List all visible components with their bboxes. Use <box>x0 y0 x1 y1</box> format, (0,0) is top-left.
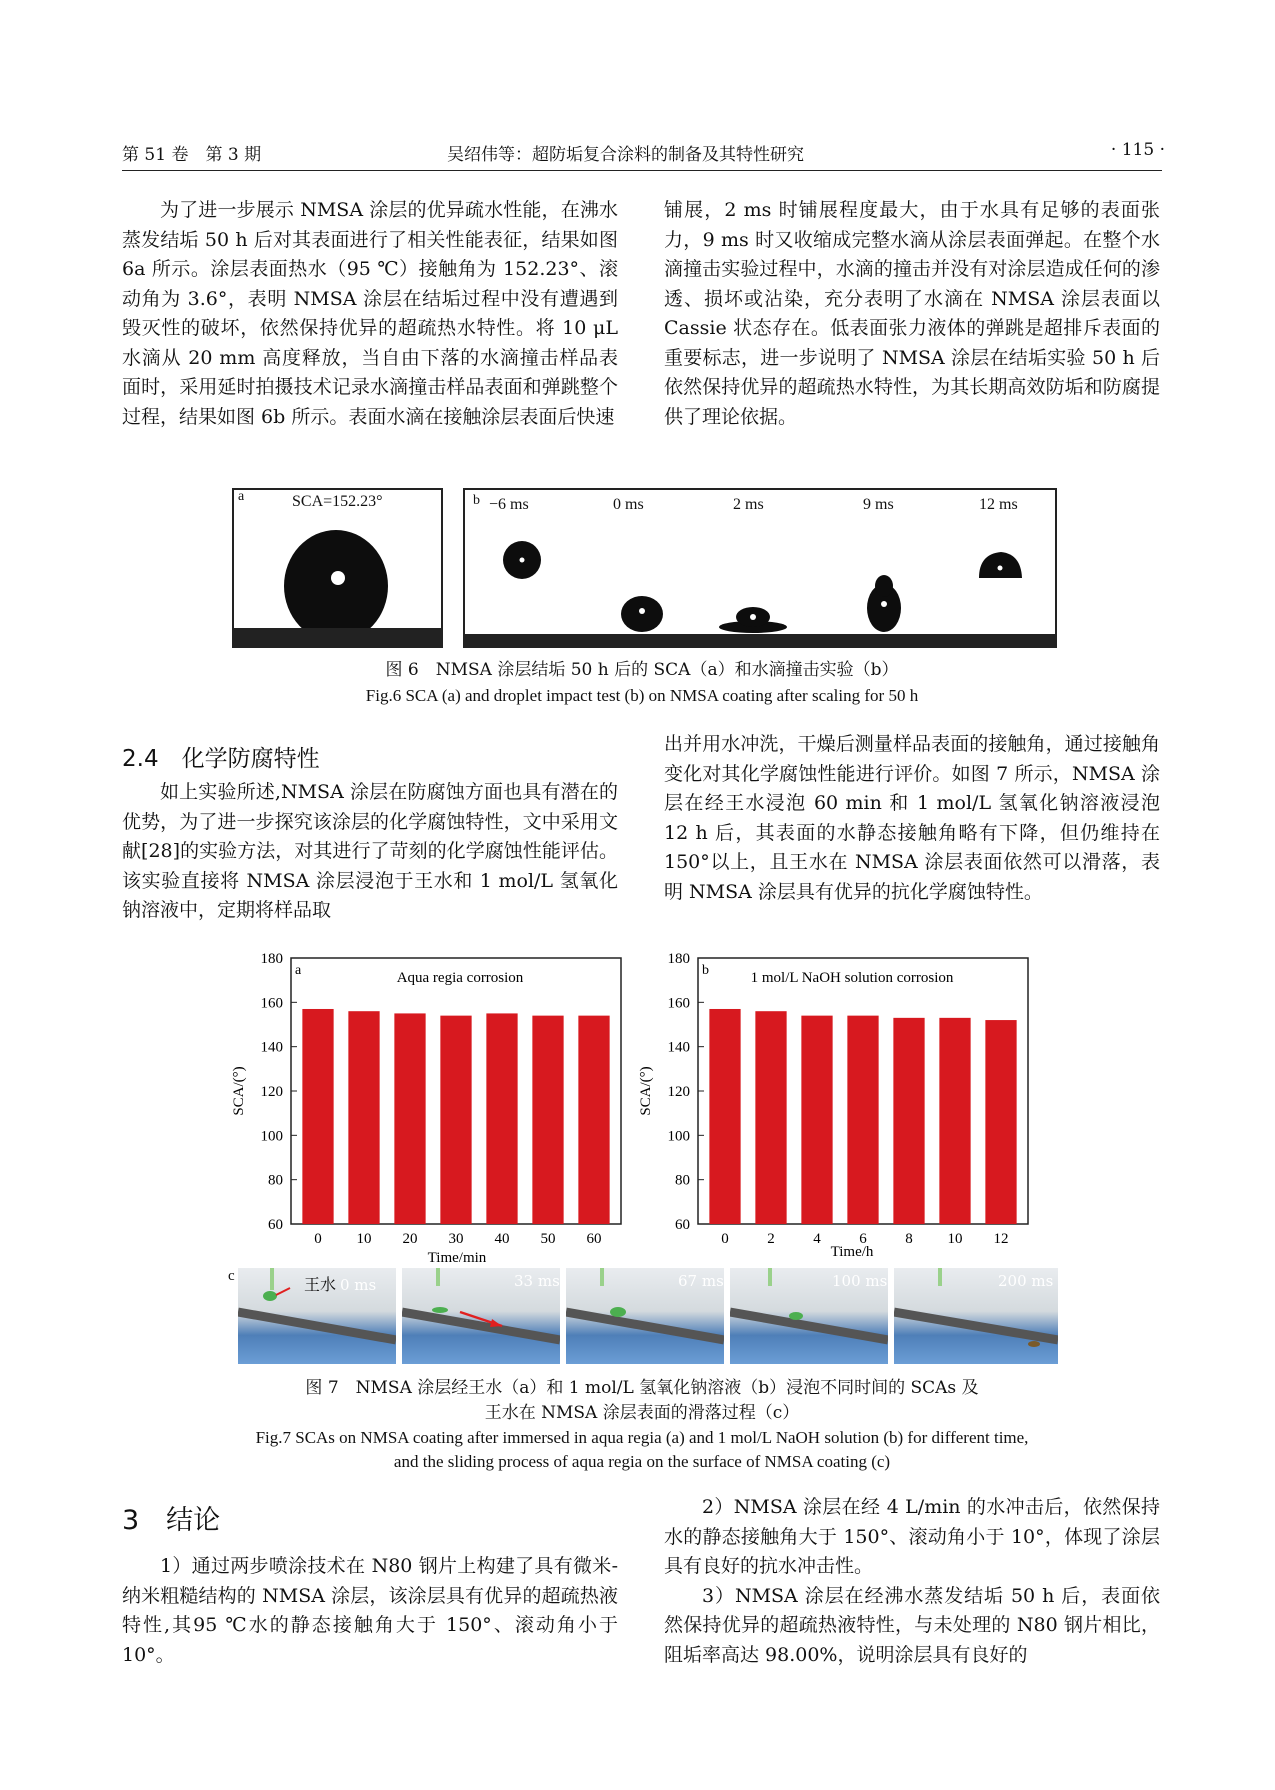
para2-right: 出并用水冲洗，干燥后测量样品表面的接触角，通过接触角变化对其化学腐蚀性能进行评价。如图 7 所示，NMSA 涂层在经王水浸泡 60 min 和 1 mol/L 氢氧化钠溶液浸泡 12 h 后，其表面的水静态接触角略有下降，但仍维持在 150°以上，且王水在 NMSA 涂层表面依然可以滑落，表明 NMSA 涂层具有优异的抗化学腐蚀特性。 <box>664 733 1160 903</box>
chart-a-ylabel: SCA/(°) <box>231 1066 247 1116</box>
time-label: 9 ms <box>863 496 894 513</box>
chart-a-bar <box>532 1016 563 1224</box>
chart-b-xtick-label: 0 <box>721 1231 729 1247</box>
chart-a-xtick-label: 60 <box>586 1231 602 1247</box>
chart-b <box>632 948 1037 1268</box>
time-label: 2 ms <box>733 496 764 513</box>
chart-a-xtick-label: 10 <box>356 1231 372 1247</box>
fig7-caption-en-2: and the sliding process of aqua regia on the surface of NMSA coating (c) <box>393 1452 891 1471</box>
chart-a-ytick-label: 100 <box>260 1128 283 1145</box>
chart-b-ytick-label: 160 <box>667 995 690 1012</box>
chart-b-xlabel: Time/h <box>830 1244 874 1260</box>
chart-a-ytick-label: 60 <box>268 1217 283 1233</box>
chart-a-bar <box>440 1016 471 1224</box>
chart-b-xtick-label: 2 <box>767 1231 775 1247</box>
fig6-panel-b <box>463 488 1057 648</box>
photo-frame <box>566 1268 724 1364</box>
fig7-c-letter: c <box>228 1268 235 1284</box>
chart-a-ytick-label: 180 <box>260 951 283 967</box>
photo-frame <box>238 1268 396 1364</box>
droplet-impact-sequence <box>465 490 1055 646</box>
frame-time: 200 ms <box>998 1272 1054 1290</box>
chart-a-letter: a <box>295 963 302 978</box>
chart-a-ytick-label: 120 <box>260 1084 283 1100</box>
fig7-caption-cn-1: 图 7 NMSA 涂层经王水（a）和 1 mol/L 氢氧化钠溶液（b）浸泡不同时间的 SCAs 及 <box>305 1378 979 1398</box>
section-heading-3: 3 结论 <box>122 1505 221 1536</box>
chart-a-bar <box>348 1011 379 1224</box>
chart-b-bar <box>893 1018 924 1224</box>
chart-b-ytick-label: 120 <box>667 1084 690 1100</box>
time-label: 12 ms <box>979 496 1018 513</box>
chart-b-ytick-label: 60 <box>675 1217 690 1233</box>
chart-b-ylabel: SCA/(°) <box>638 1066 654 1116</box>
chart-a-xtick-label: 30 <box>448 1231 464 1247</box>
chart-b-bar <box>847 1016 878 1224</box>
fig6-a-letter: a <box>238 489 245 504</box>
chart-b-bar <box>985 1020 1016 1224</box>
chart-a-ytick-label: 160 <box>260 995 283 1012</box>
chart-b-letter: b <box>702 963 709 978</box>
conclusion-3: 3）NMSA 涂层在经沸水蒸发结垢 50 h 后，表面依然保持优异的超疏热液特性，与未处理的 N80 钢片相比，阻垢率高达 98.00%，说明涂层具有良好的 <box>664 1584 1160 1666</box>
page-number: · 115 · <box>1110 140 1165 160</box>
frame-time: 0 ms <box>340 1276 377 1294</box>
contact-angle-image <box>234 490 441 646</box>
fig6-caption-en: Fig.6 SCA (a) and droplet impact test (b) on NMSA coating after scaling for 50 h <box>365 686 919 705</box>
fig7-caption-cn-2: 王水在 NMSA 涂层表面的滑落过程（c） <box>484 1403 800 1423</box>
time-label: 0 ms <box>613 496 644 513</box>
section-heading-2-4: 2.4 化学防腐特性 <box>122 746 320 772</box>
para1-right: 铺展，2 ms 时铺展程度最大，由于水具有足够的表面张力，9 ms 时又收缩成完整水滴从涂层表面弹起。在整个水滴撞击实验过程中，水滴的撞击并没有对涂层造成任何的渗透、损坏或沾染，充分表明了水滴在 NMSA 涂层表面以 Cassie 状态存在。低表面张力液体的弹跳是超排斥表面的重要标志，进一步说明了 NMSA 涂层在结垢实验 50 h 后依然保持优异的超疏热水特性，为其长期高效防垢和防腐提供了理论依据。 <box>664 199 1160 428</box>
chart-a-xtick-label: 20 <box>402 1231 418 1247</box>
fig6-caption-cn: 图 6 NMSA 涂层结垢 50 h 后的 SCA（a）和水滴撞击实验（b） <box>385 660 899 680</box>
header-rule <box>122 170 1162 171</box>
chart-b-xtick-label: 10 <box>947 1231 963 1247</box>
chart-b-xtick-label: 6 <box>859 1231 867 1247</box>
fig7-caption-en-1: Fig.7 SCAs on NMSA coating after immersed in aqua regia (a) and 1 mol/L NaOH solution (b) for different time, <box>255 1428 1029 1447</box>
para1-left: 为了进一步展示 NMSA 涂层的优异疏水性能，在沸水蒸发结垢 50 h 后对其表面进行了相关性能表征，结果如图 6a 所示。涂层表面热水（95 ℃）接触角为 152.23°、滚动角为 3.6°，表明 NMSA 涂层在结垢过程中没有遭遇到毁灭性的破坏，依然保持优异的超疏热水特性。将 10 μL 水滴从 20 mm 高度释放，当自由下落的水滴撞击样品表面时，采用延时拍摄技术记录水滴撞击样品表面和弹跳整个过程，结果如图 6b 所示。表面水滴在接触涂层表面后快速 <box>122 199 618 428</box>
conclusion-1: 1）通过两步喷涂技术在 N80 钢片上构建了具有微米-纳米粗糙结构的 NMSA 涂层，该涂层具有优异的超疏热液特性,其95 ℃水的静态接触角大于 150°、滚动角小于 10°。 <box>122 1555 618 1666</box>
sca-label: SCA=152.23° <box>292 493 383 510</box>
conclusion-2: 2）NMSA 涂层在经 4 L/min 的水冲击后，依然保持水的静态接触角大于 150°、滚动角小于 10°，体现了涂层具有良好的抗水冲击性。 <box>664 1496 1160 1577</box>
frame-time: 67 ms <box>678 1272 724 1290</box>
frame-time: 33 ms <box>514 1272 560 1290</box>
chart-a-xtick-label: 0 <box>314 1231 322 1247</box>
chart-a <box>225 948 630 1268</box>
chart-b-ytick-label: 80 <box>675 1172 690 1189</box>
fig6-b-letter: b <box>473 493 480 508</box>
chart-b-ytick-label: 100 <box>667 1128 690 1145</box>
chart-b-xtick-label: 8 <box>905 1231 913 1247</box>
chart-a-ytick-label: 80 <box>268 1172 283 1189</box>
photo-frame <box>402 1268 560 1364</box>
chart-a-xtick-label: 40 <box>494 1231 510 1247</box>
chart-b-ytick-label: 180 <box>667 951 690 967</box>
chart-a-ytick-label: 140 <box>260 1039 283 1056</box>
conclusion-2-3 <box>664 1493 1160 1670</box>
time-label: −6 ms <box>489 496 529 513</box>
chart-a-title: Aqua regia corrosion <box>396 970 524 986</box>
running-title: 吴绍伟等：超防垢复合涂料的制备及其特性研究 <box>447 145 804 165</box>
frame-time: 100 ms <box>832 1272 888 1290</box>
chart-b-ytick-label: 140 <box>667 1039 690 1056</box>
chart-a-bar <box>486 1013 517 1224</box>
chart-b-xtick-label: 4 <box>813 1231 821 1247</box>
fig6-panel-a <box>232 488 443 648</box>
chart-b-bar <box>755 1011 786 1224</box>
sliding-photo-strip <box>238 1268 1060 1364</box>
chart-a-bar <box>302 1009 333 1224</box>
aqua-regia-label: 王水 <box>304 1275 337 1294</box>
para2-left: 如上实验所述,NMSA 涂层在防腐蚀方面也具有潜在的优势，为了进一步探究该涂层的化学腐蚀特性，文中采用文献[28]的实验方法，对其进行了苛刻的化学腐蚀性能评估。该实验直接将 NMSA 涂层浸泡于王水和 1 mol/L 氢氧化钠溶液中，定期将样品取 <box>122 781 618 921</box>
photo-frame <box>894 1268 1058 1364</box>
chart-a-bar <box>394 1013 425 1224</box>
chart-b-xtick-label: 12 <box>993 1231 1009 1247</box>
chart-b-bar <box>709 1009 740 1224</box>
journal-volume: 第 51 卷 第 3 期 <box>122 145 262 165</box>
photo-frame <box>730 1268 888 1364</box>
chart-a-bar <box>578 1016 609 1224</box>
chart-a-xlabel: Time/min <box>427 1250 487 1266</box>
chart-b-bar <box>939 1018 970 1224</box>
chart-b-title: 1 mol/L NaOH solution corrosion <box>750 970 954 986</box>
chart-a-xtick-label: 50 <box>540 1231 556 1247</box>
chart-b-bar <box>801 1016 832 1224</box>
